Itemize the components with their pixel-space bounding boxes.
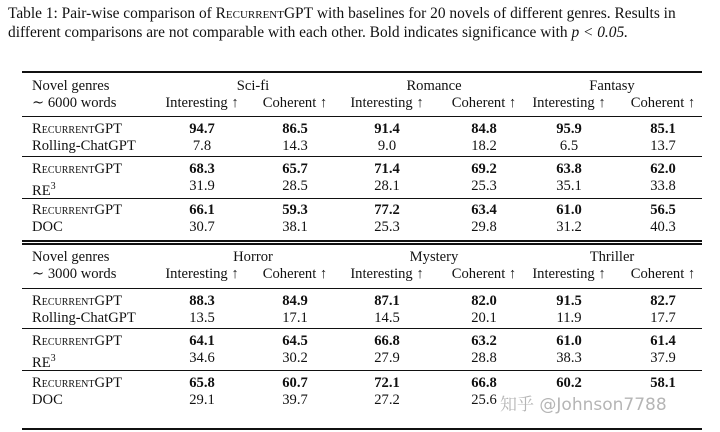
metric-header-coherent: Coherent ↑: [262, 95, 328, 111]
row-label: [32, 350, 56, 372]
table-rule: [22, 428, 702, 430]
table-cell-value: 91.4: [374, 121, 400, 137]
table-cell-value: 58.1: [650, 375, 676, 391]
table-cell-value: 62.0: [650, 161, 676, 177]
table-caption: [8, 4, 712, 42]
row-label-superscript: 3: [50, 353, 56, 364]
table-cell-value: 27.2: [374, 392, 400, 408]
table-cell-value: 27.9: [374, 350, 400, 366]
table-cell-value: 60.7: [282, 375, 308, 391]
table-cell-value: 91.5: [556, 293, 582, 309]
table-cell-value: 64.5: [282, 333, 308, 349]
table-cell-value: 30.2: [282, 350, 308, 366]
row-label-text: RE: [32, 182, 51, 199]
table-rule: [22, 116, 702, 117]
table-cell-value: 66.8: [374, 333, 400, 349]
table-cell-value: 59.3: [282, 202, 308, 218]
table-cell-value: 85.1: [650, 121, 676, 137]
table-cell-value: 30.7: [189, 219, 215, 235]
header-novel-genres: Novel genres: [32, 249, 110, 265]
header-word-count: ∼ 6000 words: [32, 95, 117, 111]
metric-header-interesting: Interesting ↑: [350, 266, 424, 282]
table-cell-value: 64.1: [189, 333, 215, 349]
table-rule: [22, 198, 702, 199]
table-cell-value: 84.9: [282, 293, 308, 309]
table-cell-value: 18.2: [471, 138, 497, 154]
genre-header: Thriller: [589, 249, 635, 265]
table-cell-value: 66.1: [189, 202, 215, 218]
table-cell-value: 28.5: [282, 178, 308, 194]
row-label: [32, 121, 122, 138]
table-cell-value: 82.0: [471, 293, 497, 309]
table-cell-value: 29.1: [189, 392, 215, 408]
table-cell-value: 68.3: [189, 161, 215, 177]
row-label-text: RE: [32, 354, 51, 371]
header-word-count: ∼ 3000 words: [32, 266, 117, 282]
caption-model-name: RecurrentGPT: [215, 5, 314, 22]
table-cell-value: 66.8: [471, 375, 497, 391]
table-cell-value: 63.4: [471, 202, 497, 218]
genre-header: Mystery: [409, 249, 459, 265]
table-cell-value: 31.9: [189, 178, 215, 194]
row-label: [32, 375, 122, 392]
table-cell-value: 9.0: [377, 138, 397, 154]
table-cell-value: 95.9: [556, 121, 582, 137]
table-cell-value: 63.8: [556, 161, 582, 177]
table-cell-value: 69.2: [471, 161, 497, 177]
row-label-text: RecurrentGPT: [32, 161, 123, 177]
metric-header-coherent: Coherent ↑: [451, 266, 517, 282]
table-rule: [22, 328, 702, 329]
metric-header-interesting: Interesting ↑: [165, 95, 239, 111]
table-cell-value: 61.0: [556, 202, 582, 218]
row-label: [32, 310, 136, 327]
row-label: [32, 333, 122, 350]
caption-text-pre: Pair-wise comparison of: [57, 5, 216, 22]
table-cell-value: 82.7: [650, 293, 676, 309]
table-cell-value: 14.3: [282, 138, 308, 154]
metric-header-interesting: Interesting ↑: [165, 266, 239, 282]
row-label-text: DOC: [32, 392, 63, 408]
row-label-text: RecurrentGPT: [32, 202, 123, 218]
table-cell-value: 28.1: [374, 178, 400, 194]
table-cell-value: 25.3: [374, 219, 400, 235]
metric-header-coherent: Coherent ↑: [630, 266, 696, 282]
table-cell-value: 71.4: [374, 161, 400, 177]
row-label: [32, 138, 136, 155]
table-cell-value: 72.1: [374, 375, 400, 391]
row-label: [32, 219, 63, 236]
row-label-text: RecurrentGPT: [32, 121, 123, 137]
row-label: [32, 178, 56, 200]
table-cell-value: 29.8: [471, 219, 497, 235]
caption-significance: p < 0.05.: [571, 24, 628, 41]
table-cell-value: 34.6: [189, 350, 215, 366]
table-cell-value: 33.8: [650, 178, 676, 194]
table-cell-value: 86.5: [282, 121, 308, 137]
table-cell-value: 40.3: [650, 219, 676, 235]
table-cell-value: 38.3: [556, 350, 582, 366]
row-label-text: RecurrentGPT: [32, 333, 123, 349]
watermark: 知乎 @Johnson7788: [500, 395, 667, 415]
table-cell-value: 61.0: [556, 333, 582, 349]
metric-header-interesting: Interesting ↑: [532, 266, 606, 282]
table-cell-value: 6.5: [559, 138, 579, 154]
table-cell-value: 11.9: [556, 310, 582, 326]
table-cell-value: 87.1: [374, 293, 400, 309]
table-rule: [22, 156, 702, 157]
genre-header: Horror: [233, 249, 273, 265]
table-cell-value: 17.7: [650, 310, 676, 326]
row-label-superscript: 3: [50, 181, 56, 192]
row-label-text: DOC: [32, 219, 63, 235]
row-label-text: Rolling-ChatGPT: [32, 138, 136, 154]
genre-header: Fantasy: [589, 78, 635, 94]
row-label: [32, 202, 122, 219]
row-label: [32, 161, 122, 178]
metric-header-interesting: Interesting ↑: [532, 95, 606, 111]
row-label-text: Rolling-ChatGPT: [32, 310, 136, 326]
table-cell-value: 35.1: [556, 178, 582, 194]
genre-header: Romance: [406, 78, 462, 94]
table-cell-value: 88.3: [189, 293, 215, 309]
table-cell-value: 65.8: [189, 375, 215, 391]
table-cell-value: 20.1: [471, 310, 497, 326]
table-rule: [22, 71, 702, 73]
table-cell-value: 37.9: [650, 350, 676, 366]
table-cell-value: 61.4: [650, 333, 676, 349]
row-label-text: RecurrentGPT: [32, 293, 123, 309]
table-cell-value: 25.3: [471, 178, 497, 194]
row-label: [32, 392, 63, 409]
table-cell-value: 60.2: [556, 375, 582, 391]
row-label-text: RecurrentGPT: [32, 375, 123, 391]
metric-header-interesting: Interesting ↑: [350, 95, 424, 111]
header-novel-genres: Novel genres: [32, 78, 110, 94]
table-cell-value: 14.5: [374, 310, 400, 326]
table-cell-value: 25.6: [471, 392, 497, 408]
table-rule: [22, 288, 702, 289]
table-cell-value: 13.5: [189, 310, 215, 326]
table-cell-value: 65.7: [282, 161, 308, 177]
table-cell-value: 13.7: [650, 138, 676, 154]
table-cell-value: 94.7: [189, 121, 215, 137]
table-cell-value: 17.1: [282, 310, 308, 326]
table-rule: [22, 370, 702, 371]
table-cell-value: 56.5: [650, 202, 676, 218]
table-cell-value: 84.8: [471, 121, 497, 137]
metric-header-coherent: Coherent ↑: [262, 266, 328, 282]
table-cell-value: 38.1: [282, 219, 308, 235]
genre-header: Sci-fi: [236, 78, 270, 94]
table-cell-value: 63.2: [471, 333, 497, 349]
caption-label: Table 1:: [8, 5, 58, 22]
metric-header-coherent: Coherent ↑: [451, 95, 517, 111]
table-rule: [22, 240, 702, 242]
table-cell-value: 28.8: [471, 350, 497, 366]
table-cell-value: 31.2: [556, 219, 582, 235]
metric-header-coherent: Coherent ↑: [630, 95, 696, 111]
table-cell-value: 7.8: [192, 138, 212, 154]
table-rule: [22, 243, 702, 245]
row-label: [32, 293, 122, 310]
table-cell-value: 77.2: [374, 202, 400, 218]
caption-text-post: with baselines for 20 novels of different genres. Results in different comparisons are not comparable with each other. Bold indicates significance with: [8, 5, 676, 41]
table-cell-value: 39.7: [282, 392, 308, 408]
